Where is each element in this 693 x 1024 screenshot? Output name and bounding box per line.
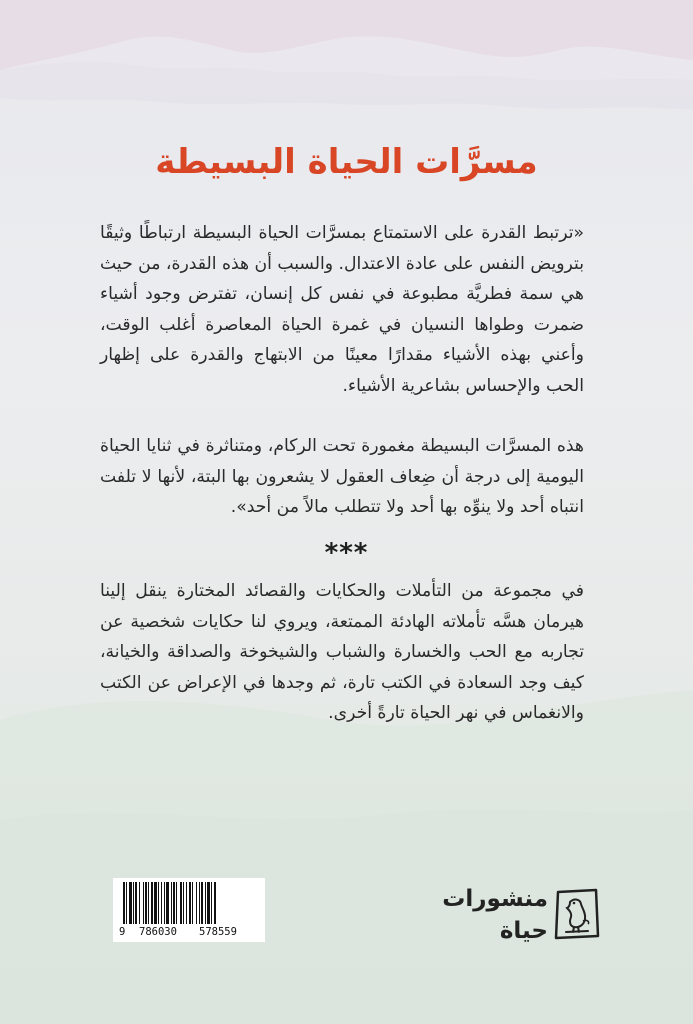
book-title: مسرَّات الحياة البسيطة <box>155 142 538 182</box>
barcode-digit-group-1: 786030 <box>139 926 177 938</box>
isbn-barcode <box>113 878 265 942</box>
description-paragraph-2: هذه المسرَّات البسيطة مغمورة تحت الركام، ومتناثرة في ثنايا الحياة اليومية إلى درجة أن ضِعاف العقول لا يشعرون بها البتة، لأنها لا تلفت انتباه أحد ولا ينوِّه بها أحد ولا تتطلب مالاً من أحد». <box>100 436 584 518</box>
barcode-bars <box>113 878 265 926</box>
publisher-name-line-2: حياة <box>499 918 548 944</box>
section-separator: *** <box>324 538 369 568</box>
publisher-name-line-1: منشورات <box>442 886 548 912</box>
description-paragraph-3: في مجموعة من التأملات والحكايات والقصائد المختارة ينقل إلينا هيرمان هسَّه تأملاته الهادئة الممتعة، ويروي لنا حكايات شخصية عن تجاربه مع الحب والخسارة والشباب والشيخوخة والصداقة والخيانة، كيف وجد السعادة في الكتب تارة، ثم وجدها في الإعراض عن الكتب والانغماس في نهر الحياة تارةً أخرى. <box>100 581 584 724</box>
publisher-logo <box>442 884 604 954</box>
barcode-digit-group-2: 578559 <box>199 926 237 938</box>
barcode-number <box>113 926 265 940</box>
bird-icon <box>552 886 602 942</box>
description-paragraph-1: «ترتبط القدرة على الاستمتاع بمسرَّات الحياة البسيطة ارتباطًا وثيقًا بترويض النفس على عادة الاعتدال. والسبب أن هذه القدرة، من حيث هي سمة فطريَّة مطبوعة في نفس كل إنسان، تفترض وجود أشياء ضمرت وطواها النسيان في غمرة الحياة المعاصرة أغلب الوقت، وأعني بهذه الأشياء مقدارًا معينًا من الابتهاج والقدرة على إظهار الحب والإحساس بشاعرية الأشياء. <box>100 223 584 396</box>
barcode-digit-prefix: 9 <box>119 926 126 938</box>
